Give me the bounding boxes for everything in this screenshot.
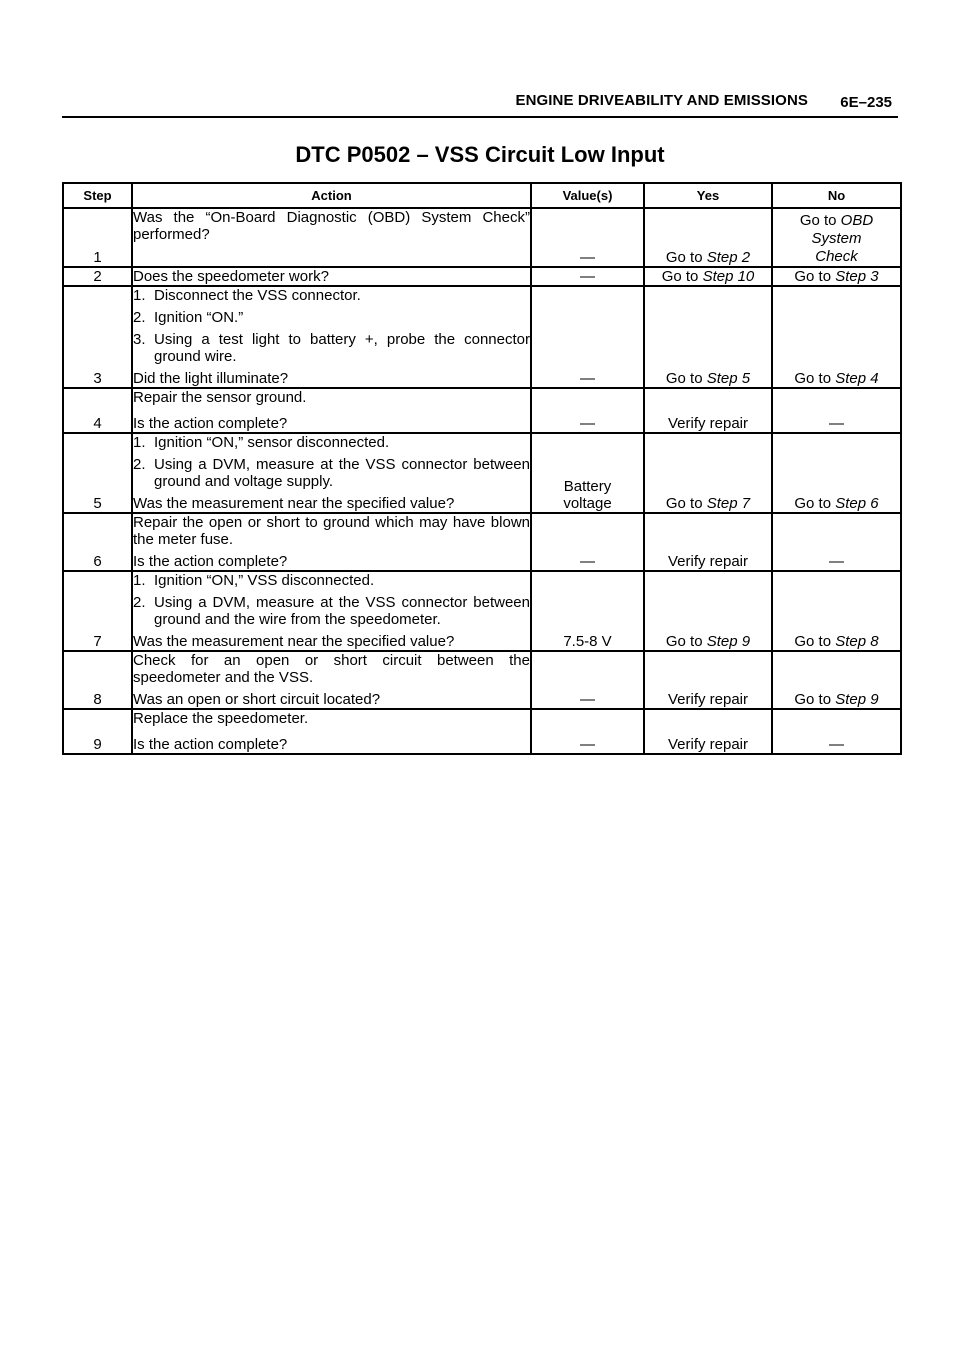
no-link[interactable]: Step 4	[835, 370, 879, 387]
no-prefix: Go to	[794, 370, 836, 387]
no-cell	[772, 433, 901, 513]
column-header-values: Value(s)	[531, 183, 644, 208]
table-row	[63, 208, 901, 267]
no-prefix: Go to	[794, 633, 836, 650]
action-cell	[132, 709, 531, 754]
action-cell	[132, 388, 531, 433]
no-cell: —	[772, 513, 901, 571]
action-text: Repair the open or short to ground which may have blown the meter fuse.	[133, 514, 530, 548]
yes-cell: Verify repair	[644, 513, 772, 571]
value-cell: —	[531, 286, 644, 388]
step-number: 9	[63, 709, 132, 754]
value-cell	[531, 433, 644, 513]
value-cell: 7.5-8 V	[531, 571, 644, 651]
yes-prefix: Go to	[665, 495, 707, 512]
column-header-no: No	[772, 183, 901, 208]
table-row	[63, 267, 901, 286]
yes-link[interactable]: Step 2	[706, 249, 751, 266]
no-cell	[772, 651, 901, 709]
table-row	[63, 709, 901, 754]
yes-cell	[644, 571, 772, 651]
action-question: Is the action complete?	[133, 736, 288, 753]
yes-link[interactable]: Step 7	[706, 495, 751, 512]
yes-cell: Verify repair	[644, 388, 772, 433]
no-prefix: Go to	[794, 495, 836, 512]
step-number: 7	[63, 571, 132, 651]
no-link-obd[interactable]: OBD	[840, 212, 874, 229]
no-link[interactable]: Step 8	[835, 633, 879, 650]
value-cell: —	[531, 267, 644, 286]
yes-cell: Verify repair	[644, 651, 772, 709]
no-link-check[interactable]: Check	[815, 248, 858, 265]
list-item: 2. Using a DVM, measure at the VSS connector between ground and voltage supply.	[133, 456, 530, 490]
value-line: voltage	[563, 495, 612, 512]
document-title: DTC P0502 – VSS Circuit Low Input	[295, 142, 665, 167]
action-question: Is the action complete?	[133, 415, 288, 432]
yes-prefix: Go to	[665, 370, 707, 387]
table-header-row	[63, 183, 901, 208]
step-number: 8	[63, 651, 132, 709]
no-link[interactable]: Step 9	[835, 691, 879, 708]
value-cell: —	[531, 513, 644, 571]
action-question: Is the action complete?	[133, 553, 288, 570]
action-cell	[132, 513, 531, 571]
yes-prefix: Go to	[665, 633, 707, 650]
no-cell	[772, 267, 901, 286]
yes-cell	[644, 286, 772, 388]
action-question: Did the light illuminate?	[133, 370, 289, 387]
yes-cell: Verify repair	[644, 709, 772, 754]
action-text: Check for an open or short circuit between the speedometer and the VSS.	[133, 652, 530, 686]
yes-cell	[644, 433, 772, 513]
no-cell	[772, 571, 901, 651]
action-cell	[132, 286, 531, 388]
action-question: Was the measurement near the specified value?	[133, 495, 455, 512]
diagnostic-table	[62, 182, 902, 755]
list-item: 2. Ignition “ON.”	[133, 309, 244, 326]
no-link[interactable]: Step 3	[835, 268, 879, 285]
yes-link[interactable]: Step 5	[706, 370, 751, 387]
action-cell	[132, 267, 531, 286]
action-question: Does the speedometer work?	[133, 268, 329, 285]
column-header-action: Action	[132, 183, 531, 208]
no-cell	[772, 286, 901, 388]
value-cell: —	[531, 208, 644, 267]
table-row	[63, 286, 901, 388]
column-header-yes: Yes	[644, 183, 772, 208]
no-prefix: Go to	[799, 212, 841, 229]
table-row	[63, 388, 901, 433]
value-cell: —	[531, 709, 644, 754]
page-header	[62, 88, 898, 118]
no-prefix: Go to	[794, 268, 836, 285]
yes-link[interactable]: Step 10	[702, 268, 755, 285]
yes-prefix: Go to	[665, 249, 707, 266]
column-header-step: Step	[63, 183, 132, 208]
yes-link[interactable]: Step 9	[706, 633, 751, 650]
step-number: 6	[63, 513, 132, 571]
step-number: 5	[63, 433, 132, 513]
yes-cell	[644, 267, 772, 286]
action-cell	[132, 433, 531, 513]
yes-prefix: Go to	[661, 268, 703, 285]
value-cell: —	[531, 651, 644, 709]
list-item: 1. Ignition “ON,” sensor disconnected.	[133, 434, 390, 451]
no-link[interactable]: Step 6	[835, 495, 879, 512]
no-cell	[772, 208, 901, 267]
action-text: Was the “On-Board Diagnostic (OBD) System Check” performed?	[133, 209, 530, 243]
action-text: Replace the speedometer.	[133, 710, 309, 727]
list-item: 3. Using a test light to battery +, probe the connector ground wire.	[133, 331, 530, 365]
no-prefix: Go to	[794, 691, 836, 708]
page-number: 6E–235	[840, 94, 892, 111]
value-cell: —	[531, 388, 644, 433]
action-question: Was the measurement near the specified value?	[133, 633, 455, 650]
value-line: Battery	[563, 478, 612, 495]
section-title: ENGINE DRIVEABILITY AND EMISSIONS	[515, 92, 808, 109]
no-link-system[interactable]: System	[811, 230, 862, 247]
action-text: Repair the sensor ground.	[133, 389, 307, 406]
no-cell: —	[772, 709, 901, 754]
no-cell: —	[772, 388, 901, 433]
step-number: 1	[63, 208, 132, 267]
step-number: 3	[63, 286, 132, 388]
table-row	[63, 651, 901, 709]
table-row	[63, 571, 901, 651]
action-question: Was an open or short circuit located?	[133, 691, 381, 708]
action-cell	[132, 208, 531, 267]
table-row	[63, 433, 901, 513]
step-number: 4	[63, 388, 132, 433]
step-number: 2	[63, 267, 132, 286]
action-cell	[132, 571, 531, 651]
list-item: 1. Disconnect the VSS connector.	[133, 287, 361, 304]
table-row	[63, 513, 901, 571]
list-item: 2. Using a DVM, measure at the VSS connector between ground and the wire from the speedometer.	[133, 594, 530, 628]
list-item: 1. Ignition “ON,” VSS disconnected.	[133, 572, 375, 589]
action-cell	[132, 651, 531, 709]
yes-cell	[644, 208, 772, 267]
